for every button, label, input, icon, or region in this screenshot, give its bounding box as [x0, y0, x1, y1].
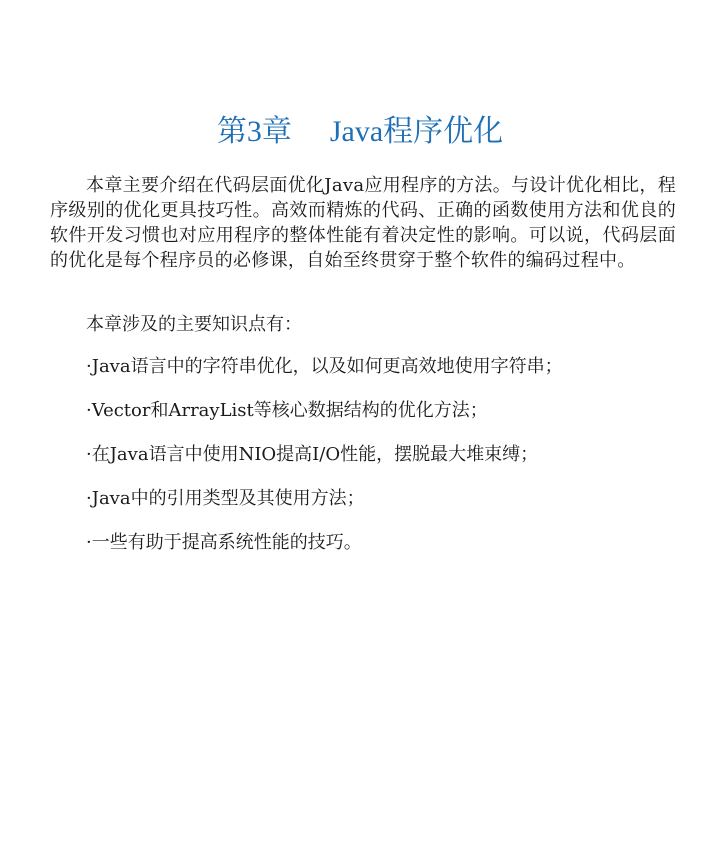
key-point-item: ·在Java语言中使用NIO提高I/O性能，摆脱最大堆束缚；	[86, 444, 539, 465]
key-points-lead: 本章涉及的主要知识点有：	[86, 314, 302, 335]
chapter-name: Java程序优化	[329, 115, 504, 148]
key-point-item: ·一些有助于提高系统性能的技巧。	[86, 532, 362, 553]
key-point-item: ·Vector和ArrayList等核心数据结构的优化方法；	[86, 400, 488, 421]
chapter-title	[0, 112, 720, 152]
key-point-item: ·Java中的引用类型及其使用方法；	[86, 488, 365, 509]
chapter-number: 第3章	[216, 115, 292, 148]
key-points-list	[86, 354, 563, 574]
key-point-item: ·Java语言中的字符串优化，以及如何更高效地使用字符串；	[86, 356, 563, 377]
intro-paragraph: 本章主要介绍在代码层面优化Java应用程序的方法。与设计优化相比，程序级别的优化更具技巧性。高效而精炼的代码、正确的函数使用方法和优良的软件开发习惯也对应用程序的整体性能有着决定性的影响。可以说，代码层面的优化是每个程序员的必修课，自始至终贯穿于整个软件的编码过程中。	[50, 175, 676, 271]
